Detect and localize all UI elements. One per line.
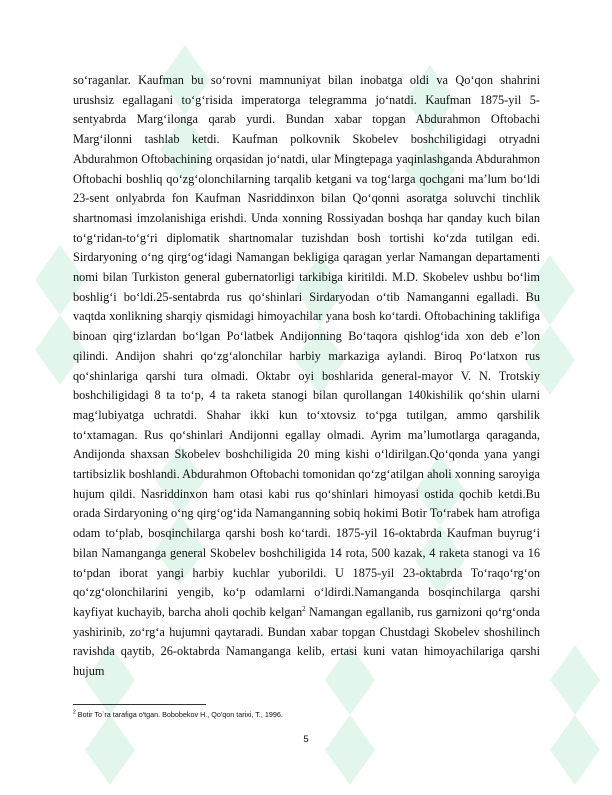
- watermark-logo-icon: [545, 640, 605, 790]
- footnote: [73, 710, 540, 719]
- body-text-part-1: so‘raganlar. Kaufman bu so‘rovni mamnuniyat bilan inobatga oldi va Qo‘qon shahrini urushsiz egallagani to‘g‘risida imperatorga telegramma jo‘natdi. Kaufman 1875-yil 5-sentyabrda Marg‘ilonga qarab yurdi. Bundan xabar topgan Abdurahmon Oftobachi Marg‘ilonni tashlab ketdi. Kaufman polkovnik Skobelev boshchiligidagi otryadni Abdurahmon Oftobachining orqasidan jo‘natdi, ular Mingtepaga yaqinlashganda Abdurahmon Oftobachi boshliq qo‘zg‘olonchilarning tarqalib ketgani va tog‘larga qochgani ma’lum bo‘ldi 23-sent onlyabrda fon Kaufman Nasriddinxon bilan Qo‘qonni asoratga soluvchi tinchlik shartnomasi imzolanishiga erishdi. Unda xonning Rossiyadan boshqa har qanday kuch bilan to‘g‘ridan-to‘g‘ri diplomatik shartnomalar tuzishdan bosh tortishi ko‘zda tutilgan edi. Sirdaryoning o‘ng qirg‘og‘idagi Namangan bekligiga qaragan yerlar Namangan departamenti nomi bilan Turkiston general gubernatorligi tarkibiga kiritildi. M.D. Skobelev ushbu bo‘lim boshlig‘i bo‘ldi.25-sentabrda rus qo‘shinlari Sirdaryodan o‘tib Namanganni egalladi. Bu vaqtda xonlikning sharqiy qismidagi himoyachilar yana bosh ko‘tardi. Oftobachining taklifiga binoan qirg‘izlardan bo‘lgan Po‘latbek Andijonning Bo‘taqora qishlog‘ida xon deb e’lon qilindi. Andijon shahri qo‘zg‘alonchilar harbiy markaziga aylandi. Biroq Po‘latxon rus qo‘shinlariga qarshi tura olmadi. Oktabr oyi boshlarida general-mayor V. N. Trotskiy boshchiligidagi 8 ta to‘p, 4 ta raketa stanogi bilan qurollangan 140kishilik qo‘shin ularni mag‘lubiyatga uchratdi. Shahar ikki kun to‘xtovsiz to‘pga tutilgan, ammo qarshilik to‘xtamagan. Rus qo‘shinlari Andijonni egallay olmadi. Ayrim ma’lumotlarga qaraganda, Andijonda shaxsan Skobelev boshchiligida 20 ming kishi o‘ldirilgan.Qo‘qonda yana yangi tartibsizlik boshlandi. Abdurahmon Oftobachi tomonidan qo‘zg‘atilgan aholi xonning saroyiga hujum qildi. Nasriddinxon ham otasi kabi rus qo‘shinlari himoyasi ostida qochib ketdi.Bu orada Sirdaryoning o‘ng qirg‘og‘ida Namanganning sobiq hokimi Botir To‘rabek ham atrofiga odam to‘plab, bosqinchilarga qarshi bosh ko‘tardi. 1875-yil 16-oktabrda Kaufman buyrug‘i bilan Namanganga general Skobelev boshchiligida 14 rota, 500 kazak, 4 raketa stanogi va 16 to‘pdan iborat yangi harbiy kuchlar yuborildi. U 1875-yil 23-oktabrda To‘raqo‘rg‘on qo‘zg‘olonchilarini yengib, ko‘p odamlarni o‘ldirdi.Namanganda bosqinchilarga qarshi kayfiyat kuchayib, barcha aholi qochib kelgan: [73, 73, 540, 619]
- footnote-mark: 2: [73, 709, 76, 716]
- body-paragraph: [73, 71, 540, 682]
- page-number: 5: [303, 734, 309, 745]
- footnote-reference[interactable]: 2: [302, 604, 306, 613]
- footnote-text: Botir To`ra tarafiga o'tgan. Bobobekov H., Qo'qon tarixi, T., 1996.: [75, 710, 283, 719]
- footnote-divider: [73, 704, 206, 705]
- body-text-part-2: Namangan egallanib, rus garnizoni qo‘rg‘onda yashirinib, zo‘rg‘a hujumni qaytaradi. Bundan xabar topgan Chustdagi Skobelev shoshilinch ravishda qaytib, 26-oktabrda Namanganga kelib, ertasi kuni vatan himoyachilariga qarshi hujum: [73, 604, 540, 679]
